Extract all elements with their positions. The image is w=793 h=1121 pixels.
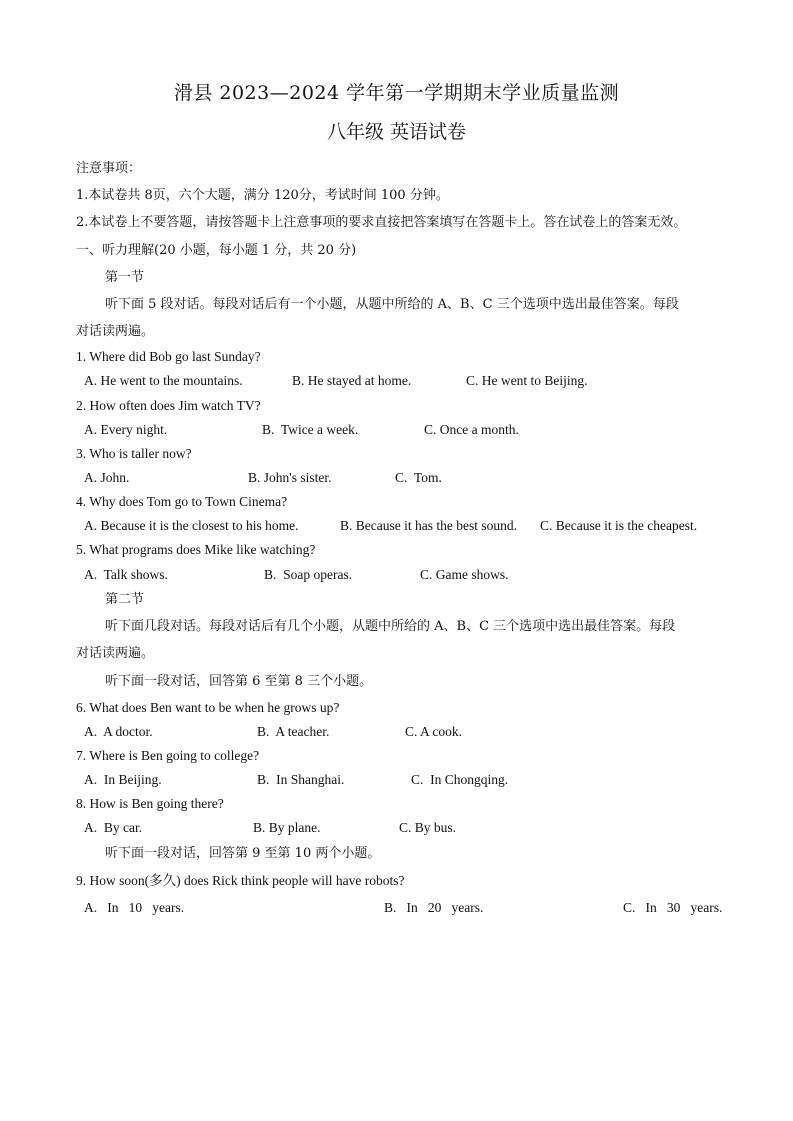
part1-label: 第一节	[105, 270, 145, 285]
part2-group2-instruction: 听下面一段对话，回答第 9 至第 10 两个小题。	[105, 846, 381, 861]
q3-option-a: A. John.	[84, 470, 130, 485]
question-7: 7. Where is Ben going to college?	[76, 748, 260, 763]
q9-option-a: A. In 10 years.	[84, 900, 185, 915]
q9-option-c: C. In 30 years.	[623, 900, 723, 915]
section-title: 一、听力理解(20 小题，每小题 1 分，共 20 分)	[76, 243, 357, 258]
question-4: 4. Why does Tom go to Town Cinema?	[76, 494, 288, 509]
q1-option-a: A. He went to the mountains.	[84, 373, 243, 388]
q2-option-a: A. Every night.	[84, 422, 168, 437]
q8-option-a: A. By car.	[84, 820, 143, 835]
q3-option-c: C. Tom.	[395, 470, 442, 485]
q5-option-a: A. Talk shows.	[84, 567, 168, 582]
q6-option-a: A. A doctor.	[84, 724, 153, 739]
part2-instruction-cont: 对话读两遍。	[76, 646, 155, 661]
q7-option-c: C. In Chongqing.	[411, 772, 509, 787]
question-8: 8. How is Ben going there?	[76, 796, 224, 811]
q2-option-c: C. Once a month.	[424, 422, 519, 437]
q4-option-a: A. Because it is the closest to his home.	[84, 518, 299, 533]
part2-instruction: 听下面几段对话。每段对话后有几个小题，从题中所给的 A、B、C 三个选项中选出最佳答案。每段	[105, 619, 676, 634]
question-2: 2. How often does Jim watch TV?	[76, 398, 261, 413]
part1-instruction-cont: 对话读两遍。	[76, 324, 155, 339]
q1-option-c: C. He went to Beijing.	[466, 373, 588, 388]
note-item-1: 1.本试卷共 8页，六个大题，满分 120分，考试时间 100 分钟。	[76, 188, 449, 203]
question-1: 1. Where did Bob go last Sunday?	[76, 349, 261, 364]
q3-option-b: B. John's sister.	[248, 470, 332, 485]
question-6: 6. What does Ben want to be when he grows up?	[76, 700, 340, 715]
exam-title: 滑县 2023—2024 学年第一学期期末学业质量监测	[173, 82, 620, 104]
q5-option-c: C. Game shows.	[420, 567, 509, 582]
part2-label: 第二节	[105, 592, 145, 607]
q1-option-b: B. He stayed at home.	[292, 373, 412, 388]
note-item-2: 2.本试卷上不要答题，请按答题卡上注意事项的要求直接把答案填写在答题卡上。答在试卷上的答案无效。	[76, 215, 687, 230]
question-3: 3. Who is taller now?	[76, 446, 192, 461]
q8-option-c: C. By bus.	[399, 820, 457, 835]
notes-heading: 注意事项：	[76, 161, 142, 176]
q5-option-b: B. Soap operas.	[264, 567, 353, 582]
q4-option-c: C. Because it is the cheapest.	[540, 518, 698, 533]
q9-option-b: B. In 20 years.	[384, 900, 484, 915]
q6-option-b: B. A teacher.	[257, 724, 330, 739]
q7-option-a: A. In Beijing.	[84, 772, 162, 787]
part2-group1-instruction: 听下面一段对话，回答第 6 至第 8 三个小题。	[105, 674, 373, 689]
exam-subtitle: 八年级 英语试卷	[326, 121, 467, 143]
q7-option-b: B. In Shanghai.	[257, 772, 345, 787]
question-9: 9. How soon(多久) does Rick think people will have robots?	[76, 873, 405, 888]
q4-option-b: B. Because it has the best sound.	[340, 518, 517, 533]
q8-option-b: B. By plane.	[253, 820, 321, 835]
q2-option-b: B. Twice a week.	[262, 422, 359, 437]
part1-instruction: 听下面 5 段对话。每段对话后有一个小题，从题中所给的 A、B、C 三个选项中选出最佳答案。每段	[105, 297, 679, 312]
question-5: 5. What programs does Mike like watching?	[76, 542, 316, 557]
q6-option-c: C. A cook.	[405, 724, 463, 739]
